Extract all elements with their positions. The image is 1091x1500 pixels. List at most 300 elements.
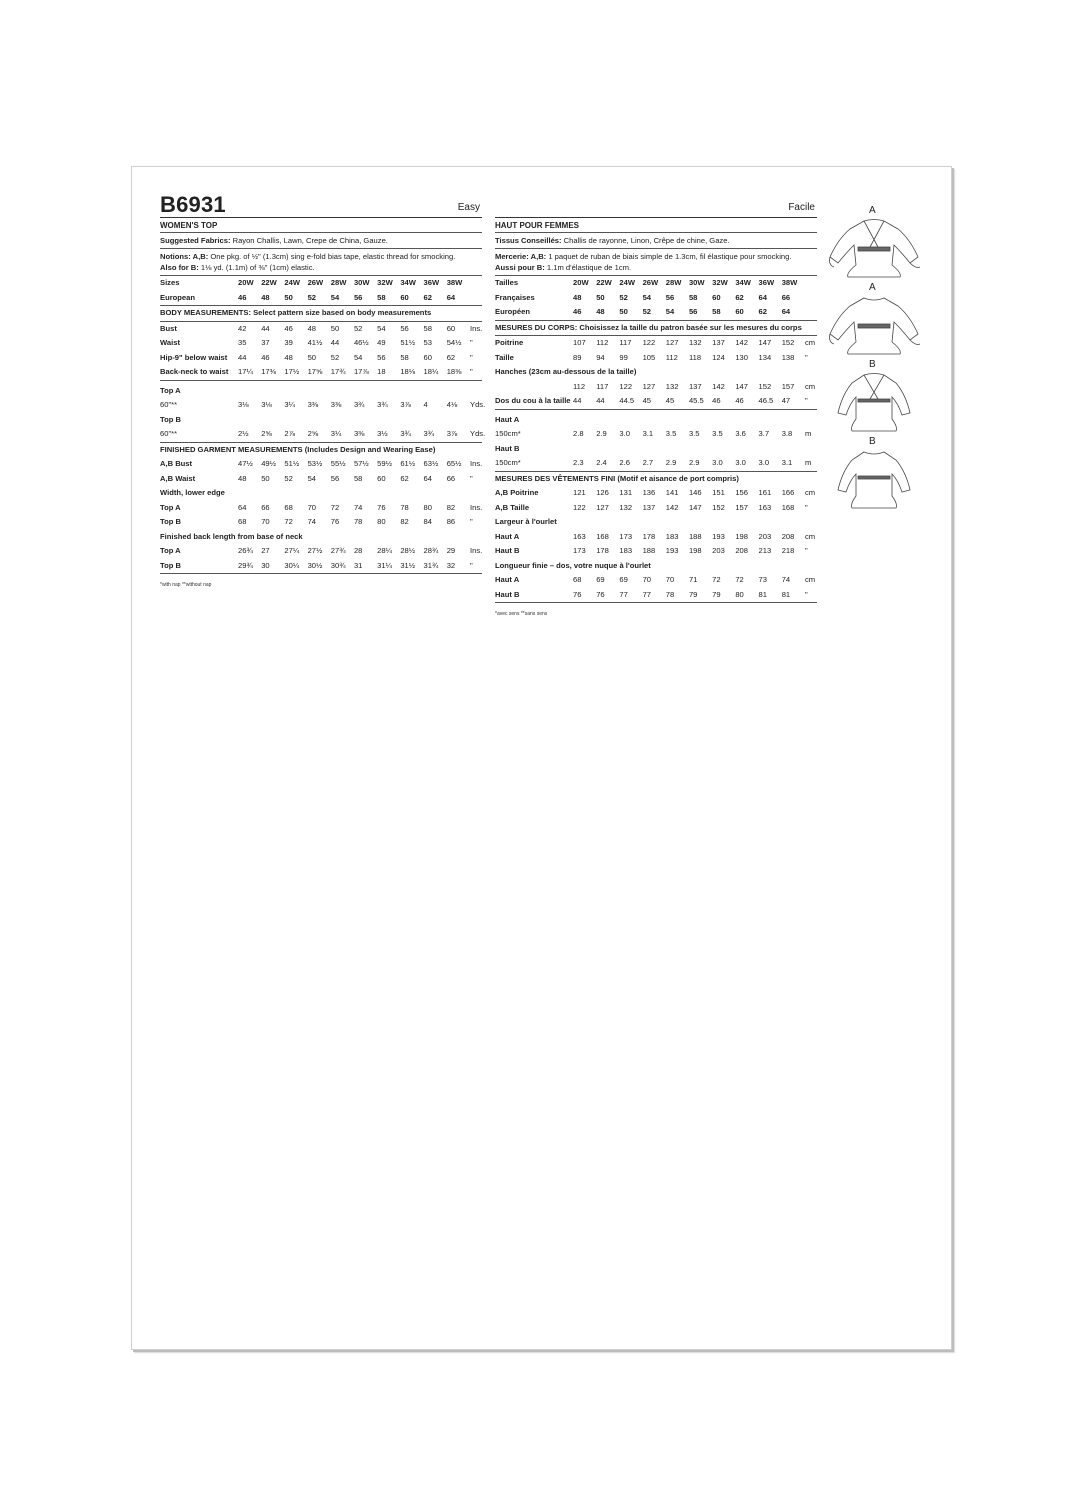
view-letter: B	[869, 359, 876, 370]
sizes-table-fr	[495, 276, 817, 321]
table-cell: 49½	[261, 459, 276, 468]
finished-measurements-table	[160, 457, 482, 486]
row-label: Haut B	[495, 546, 520, 555]
table-cell: 2.7	[643, 456, 666, 471]
unit-cell: "	[805, 502, 808, 512]
table-cell: 27	[261, 546, 270, 555]
row-label: Top B	[160, 517, 181, 526]
difficulty-label-fr: Facile	[788, 202, 815, 213]
table-cell: 137	[642, 502, 656, 512]
table-cell: 4	[423, 400, 428, 409]
table-cell: 50	[619, 305, 642, 320]
top-b-yardage-table-fr	[495, 456, 817, 472]
table-cell: 44	[596, 394, 619, 409]
table-cell: 17⅝	[308, 365, 331, 380]
table-row	[495, 336, 817, 351]
table-cell: 112	[573, 381, 586, 391]
unit-cell: "	[470, 352, 473, 362]
table-cell: 17½	[284, 365, 307, 380]
view-letter: B	[869, 436, 876, 447]
table-cell: 38W	[446, 278, 463, 287]
table-cell: 117	[619, 338, 632, 347]
table-cell: 3⅜	[330, 400, 342, 409]
table-cell: 3¼	[331, 427, 354, 442]
table-cell: 64	[782, 305, 805, 320]
table-cell: 142	[665, 502, 679, 512]
table-cell: 74	[307, 517, 317, 526]
table-cell: 56	[354, 291, 377, 306]
table-row	[495, 427, 817, 442]
table-cell: 136	[642, 488, 656, 497]
table-cell: 74	[781, 575, 791, 584]
unit-cell: "	[470, 473, 473, 483]
table-cell: 62	[400, 473, 409, 483]
view-sketches	[826, 205, 922, 513]
unit-cell: Yds.	[470, 400, 486, 409]
table-cell: 45	[666, 394, 689, 409]
table-cell: 3.7	[758, 429, 770, 438]
view-letter: A	[869, 205, 876, 216]
table-cell: 44	[573, 394, 596, 409]
table-cell: 3.0	[759, 456, 782, 471]
table-cell: 80	[735, 588, 758, 603]
table-cell: 42	[238, 323, 247, 333]
table-row	[495, 276, 817, 291]
table-cell: 32W	[712, 278, 728, 287]
unit-cell: Yds.	[470, 427, 482, 442]
table-cell: 132	[619, 502, 633, 512]
unit-cell: cm	[805, 575, 816, 584]
table-cell: 45	[643, 394, 666, 409]
table-cell: 122	[619, 381, 633, 391]
table-cell: 17¾	[331, 365, 354, 380]
unit-cell: Ins.	[470, 323, 483, 333]
table-cell: 3⅛	[261, 400, 272, 409]
table-row	[495, 588, 817, 603]
table-cell: 52	[284, 473, 293, 483]
row-label: Haut B	[495, 588, 573, 603]
top-a-front-sketch-icon	[826, 217, 922, 279]
table-cell: 54	[377, 323, 386, 333]
table-cell: 29¾	[238, 559, 261, 574]
table-cell: 48	[573, 292, 582, 302]
table-row	[160, 515, 482, 530]
table-row	[495, 351, 817, 366]
table-cell: 78	[353, 517, 363, 526]
table-cell: 3.0	[712, 456, 735, 471]
unit-cell: "	[805, 588, 817, 603]
notions-block	[160, 249, 482, 276]
row-label: Haut A	[495, 575, 520, 584]
unit-cell: "	[805, 394, 817, 409]
length-table	[160, 544, 482, 574]
table-cell: 18⅛	[400, 365, 423, 380]
table-cell: 132	[665, 381, 679, 391]
row-label: A,B Taille	[495, 502, 530, 512]
table-cell: 188	[688, 531, 702, 541]
table-cell: 56	[330, 473, 340, 483]
table-cell: 54	[642, 292, 652, 302]
row-label: Bust	[160, 323, 177, 333]
table-row	[160, 559, 482, 574]
table-cell: 60	[423, 352, 432, 362]
table-cell: 2.9	[666, 456, 689, 471]
table-cell: 48	[596, 305, 619, 320]
table-cell: 3¾	[377, 400, 388, 409]
unit-cell: "	[470, 559, 482, 574]
table-cell: 38W	[781, 278, 798, 287]
row-label: Top A	[160, 546, 181, 555]
table-cell: 147	[688, 502, 702, 512]
unit-cell: m	[805, 429, 812, 438]
footnote: *with nap **without nap	[160, 582, 212, 588]
fabrics-line-fr: Tissus Conseillés: Challis de rayonne, Linon, Crêpe de chine, Gaze.	[495, 236, 730, 245]
footnote-fr: *avec sens **sans sens	[495, 611, 548, 617]
unit-cell: Ins.	[470, 546, 483, 555]
unit-cell: m	[805, 456, 817, 471]
row-label: Waist	[160, 338, 180, 347]
table-cell: 28¾	[423, 546, 439, 555]
row-label: A,B Waist	[160, 473, 196, 483]
table-cell: 47	[782, 394, 805, 409]
table-cell: 64	[238, 502, 247, 512]
table-cell: 69	[619, 575, 628, 584]
top-b-yardage-heading-fr: Haut B	[495, 443, 520, 453]
table-cell: 121	[573, 488, 586, 497]
table-cell: 142	[735, 338, 748, 347]
table-cell: 58	[688, 292, 698, 302]
table-cell: 30¾	[331, 559, 354, 574]
body-measurements-table	[160, 322, 482, 381]
table-cell: 44	[238, 352, 247, 362]
table-cell: 193	[665, 546, 679, 555]
row-label: Haut A	[495, 531, 520, 541]
row-label: Hip-9" below waist	[160, 352, 228, 362]
table-cell: 126	[596, 488, 609, 497]
table-cell: 86	[446, 517, 456, 526]
unit-cell: Ins.	[470, 502, 483, 512]
table-cell: 36W	[423, 278, 440, 287]
table-cell: 46	[261, 352, 270, 362]
table-cell: 84	[423, 517, 432, 526]
unit-cell: "	[470, 365, 482, 380]
table-cell: 152	[712, 502, 725, 512]
table-row	[160, 276, 482, 291]
table-cell: 65½	[446, 459, 462, 468]
table-cell: 50	[284, 291, 307, 306]
width-heading-fr: Largeur à l'ourlet	[495, 517, 557, 526]
table-cell: 52	[619, 292, 628, 302]
table-cell: 46	[735, 394, 758, 409]
table-cell: 18¼	[424, 365, 447, 380]
view-b-back	[826, 436, 922, 513]
unit-cell: cm	[805, 381, 816, 391]
table-cell: 163	[758, 502, 772, 512]
table-cell: 18	[377, 365, 400, 380]
table-cell: 3⅞	[400, 400, 411, 409]
table-cell: 46	[573, 305, 596, 320]
top-b-back-sketch-icon	[826, 448, 922, 510]
table-cell: 46	[712, 394, 735, 409]
table-cell: 52	[308, 291, 331, 306]
table-cell: 46	[238, 291, 261, 306]
unit-cell: "	[470, 338, 473, 347]
row-label: Back-neck to waist	[160, 365, 238, 380]
table-cell: 147	[758, 338, 772, 347]
table-cell: 70	[261, 517, 270, 526]
width-table-fr	[495, 530, 817, 559]
row-label: Européen	[495, 305, 573, 320]
table-cell: 122	[573, 502, 586, 512]
table-cell: 60	[377, 473, 386, 483]
table-cell: 203	[712, 546, 725, 555]
fabrics-line: Suggested Fabrics: Rayon Challis, Lawn, Crepe de China, Gauze.	[160, 236, 388, 245]
table-row	[160, 501, 482, 516]
table-row	[160, 398, 482, 413]
table-cell: 30¼	[284, 559, 307, 574]
table-cell: 44	[261, 323, 270, 333]
table-row	[495, 573, 817, 588]
table-cell: 2.9	[689, 456, 712, 471]
table-cell: 131	[619, 488, 633, 497]
table-cell: 22W	[596, 278, 612, 287]
top-a-back-sketch-icon	[826, 294, 922, 356]
table-cell: 62	[446, 352, 456, 362]
table-cell: 68	[238, 517, 247, 526]
table-cell: 76	[573, 588, 596, 603]
row-label: Top B	[160, 559, 238, 574]
view-a-front	[826, 205, 922, 282]
row-label: Françaises	[495, 292, 535, 302]
top-a-yardage-heading-fr: Haut A	[495, 414, 520, 424]
table-cell: 58	[353, 473, 363, 483]
table-cell: 60	[446, 323, 456, 333]
unit-cell: "	[805, 546, 808, 555]
table-cell: 58	[400, 352, 409, 362]
table-cell: 138	[781, 352, 795, 362]
table-cell: 2⅝	[308, 427, 331, 442]
table-cell: 183	[665, 531, 679, 541]
unit-cell: Ins.	[470, 459, 483, 468]
body-measurements-heading: BODY MEASUREMENTS: Select pattern size based on body measurements	[160, 306, 482, 322]
pattern-code: B6931	[160, 192, 226, 217]
table-cell: 3⅜	[354, 427, 377, 442]
table-cell: 70	[665, 575, 675, 584]
table-cell: 163	[573, 531, 586, 541]
table-cell: 78	[666, 588, 689, 603]
table-row	[495, 486, 817, 501]
table-cell: 58	[423, 323, 432, 333]
table-cell: 142	[712, 381, 725, 391]
table-cell: 50	[261, 473, 270, 483]
table-cell: 56	[400, 323, 409, 333]
table-cell: 208	[781, 531, 795, 541]
table-cell: 117	[596, 381, 609, 391]
table-cell: 151	[712, 488, 725, 497]
table-cell: 2.6	[619, 456, 642, 471]
table-cell: 18⅜	[447, 365, 470, 380]
table-cell: 74	[353, 502, 363, 512]
table-cell: 34W	[735, 278, 751, 287]
top-b-yardage-table	[160, 427, 486, 443]
length-table-fr	[495, 573, 817, 603]
table-cell: 50	[330, 323, 340, 333]
table-row	[495, 291, 817, 306]
table-cell: 55½	[330, 459, 346, 468]
table-row	[495, 305, 817, 320]
table-cell: 3.0	[735, 456, 758, 471]
table-cell: 161	[758, 488, 772, 497]
garment-title: WOMEN'S TOP	[160, 218, 482, 233]
table-cell: 50	[307, 352, 317, 362]
table-cell: 79	[689, 588, 712, 603]
table-cell: 178	[642, 531, 656, 541]
table-cell: 39	[284, 338, 293, 347]
unit-cell: "	[470, 517, 473, 526]
table-cell: 198	[688, 546, 702, 555]
table-row	[495, 456, 817, 471]
row-label: A,B Poitrine	[495, 488, 539, 497]
table-cell: 127	[665, 338, 679, 347]
notions-line: Notions: A,B: One pkg. of ½" (1.3cm) sing e-fold bias tape, elastic thread for smocking.	[160, 252, 456, 261]
row-label: A,B Bust	[160, 459, 193, 468]
table-cell: 62	[424, 291, 447, 306]
table-cell: 89	[573, 352, 582, 362]
unit-cell	[470, 276, 482, 291]
french-column	[495, 195, 817, 617]
table-cell: 152	[758, 381, 772, 391]
table-cell: 218	[781, 546, 795, 555]
table-cell: 54	[331, 291, 354, 306]
table-cell: 34W	[400, 278, 416, 287]
table-cell: 81	[759, 588, 782, 603]
table-cell: 17⅞	[354, 365, 377, 380]
table-cell: 44.5	[619, 394, 642, 409]
table-cell: 53	[423, 338, 432, 347]
table-cell: 132	[688, 338, 702, 347]
table-cell: 203	[758, 531, 772, 541]
row-label	[495, 380, 573, 395]
unit-cell	[805, 276, 817, 291]
table-cell: 31½	[400, 559, 423, 574]
table-cell: 2½	[238, 427, 261, 442]
table-cell: 45.5	[689, 394, 712, 409]
top-a-yardage-table	[160, 398, 486, 413]
table-cell: 47½	[238, 459, 253, 468]
table-cell: 17⅜	[261, 365, 284, 380]
table-cell: 56	[377, 352, 386, 362]
table-cell: 137	[688, 381, 702, 391]
table-cell: 64	[447, 291, 470, 306]
table-cell: 3¾	[424, 427, 447, 442]
row-label: Taille	[495, 352, 514, 362]
table-cell: 48	[261, 291, 284, 306]
table-cell: 168	[781, 502, 795, 512]
table-cell: 3½	[377, 427, 400, 442]
table-cell: 63½	[423, 459, 439, 468]
table-cell: 3.8	[781, 429, 793, 438]
table-cell: 134	[758, 352, 772, 362]
top-a-yardage-heading: Top A	[160, 385, 181, 395]
table-row	[495, 394, 817, 409]
table-cell: 193	[712, 531, 725, 541]
sizes-table	[160, 276, 482, 306]
table-cell: 99	[619, 352, 628, 362]
table-cell: 37	[261, 338, 270, 347]
table-cell: 20W	[573, 278, 589, 287]
table-row	[495, 544, 817, 559]
unit-cell	[470, 291, 482, 306]
table-cell: 24W	[619, 278, 635, 287]
table-cell: 213	[758, 546, 772, 555]
table-cell: 54	[307, 473, 317, 483]
row-label: Sizes	[160, 278, 180, 287]
table-cell: 59½	[377, 459, 392, 468]
table-cell: 72	[330, 502, 340, 512]
table-cell: 61½	[400, 459, 416, 468]
table-cell: 198	[735, 531, 748, 541]
table-cell: 2⅝	[261, 427, 284, 442]
table-cell: 62	[735, 292, 744, 302]
table-cell: 51½	[400, 338, 416, 347]
table-cell: 60	[400, 291, 423, 306]
table-cell: 51½	[284, 459, 300, 468]
table-cell: 57½	[353, 459, 369, 468]
table-cell: 66	[261, 502, 270, 512]
table-cell: 73	[758, 575, 767, 584]
width-table	[160, 501, 482, 530]
table-cell: 58	[712, 305, 735, 320]
top-b-front-sketch-icon	[826, 371, 922, 433]
table-cell: 78	[400, 502, 409, 512]
table-cell: 56	[665, 292, 675, 302]
table-cell: 30	[261, 559, 284, 574]
table-cell: 2.4	[596, 456, 619, 471]
table-cell: 66	[781, 292, 791, 302]
table-cell: 52	[353, 323, 363, 333]
table-cell: 3⅜	[307, 400, 319, 409]
table-cell: 54½	[446, 338, 462, 347]
body-measurements-heading-fr: MESURES DU CORPS: Choisissez la taille du patron basée sur les mesures du corps	[495, 321, 817, 337]
row-label: European	[160, 291, 238, 306]
table-cell: 22W	[261, 278, 277, 287]
table-cell: 29	[446, 546, 456, 555]
table-cell: 2.8	[573, 429, 584, 438]
table-cell: 72	[735, 575, 744, 584]
english-header	[160, 192, 482, 218]
table-cell: 178	[596, 546, 609, 555]
table-row	[160, 457, 482, 472]
table-cell: 156	[735, 488, 748, 497]
notions-block-fr	[495, 249, 817, 276]
unit-cell: cm	[805, 531, 816, 541]
table-cell: 70	[307, 502, 317, 512]
table-cell: 27¼	[284, 546, 300, 555]
table-cell: 3¾	[400, 427, 423, 442]
table-cell: 3.6	[735, 429, 746, 438]
table-cell: 3.5	[712, 429, 723, 438]
table-cell: 130	[735, 352, 748, 362]
table-cell: 127	[642, 381, 656, 391]
table-cell: 82	[446, 502, 456, 512]
body-measurements-table-fr	[495, 336, 817, 365]
finished-measurements-heading: FINISHED GARMENT MEASUREMENTS (Includes Design and Wearing Ease)	[160, 444, 436, 454]
top-a-yardage-table-fr	[495, 427, 817, 442]
table-cell: 152	[781, 338, 795, 347]
table-cell: 2.9	[596, 429, 607, 438]
table-cell: 60	[735, 305, 758, 320]
table-cell: 31	[354, 559, 377, 574]
